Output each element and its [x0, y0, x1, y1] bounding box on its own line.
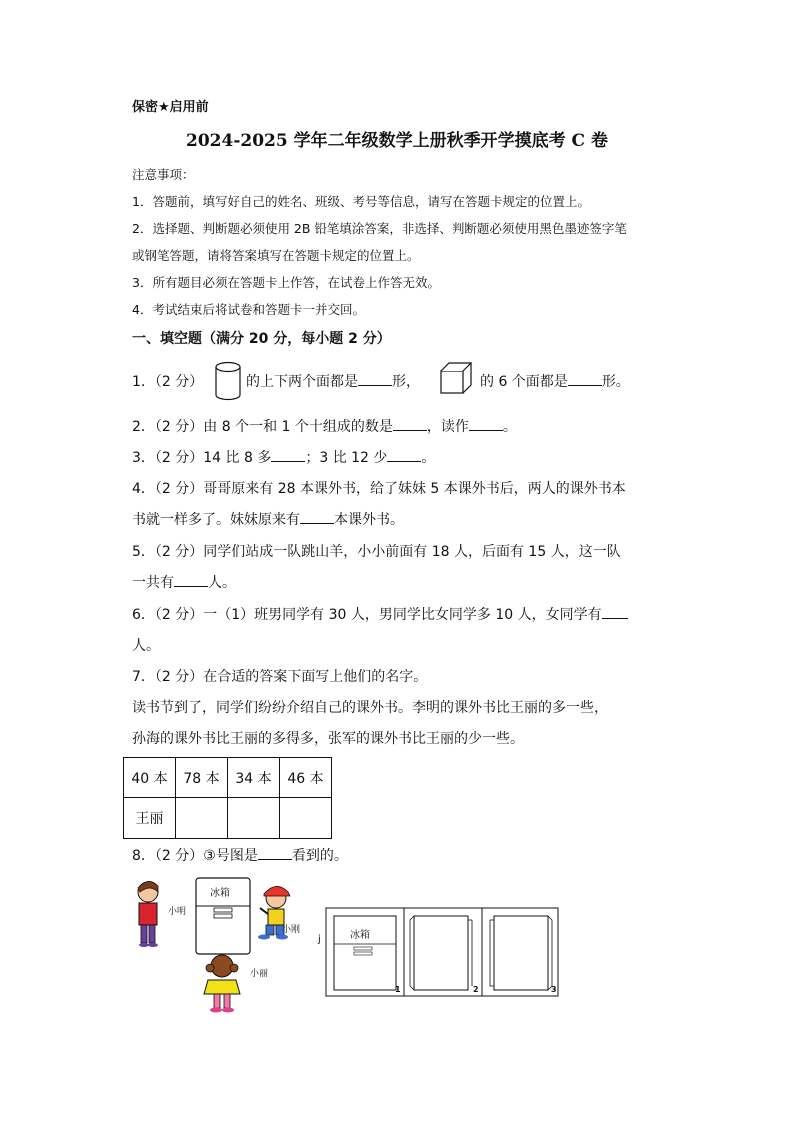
q1-text: 的上下两个面都是 形， — [246, 371, 420, 391]
answer-blank[interactable] — [258, 845, 292, 860]
question-6-line1: 6．（2 分）一（1）班男同学有 30 人，男同学比女同学多 10 人，女同学有 — [132, 604, 628, 624]
fridge-label: 冰箱 — [350, 930, 370, 941]
answer-blank[interactable] — [300, 509, 334, 524]
fridge-side-view — [410, 916, 472, 990]
table-cell: 34 本 — [228, 758, 280, 798]
view-number: 3 — [551, 985, 557, 994]
table-cell-input[interactable] — [228, 798, 280, 839]
table-cell: 40 本 — [124, 758, 176, 798]
fridge-scene-illustration — [130, 872, 330, 1022]
note-item: 4．考试结束后将试卷和答题卡一并交回。 — [132, 302, 365, 317]
question-4-line2: 书就一样多了。妹妹原来有 本课外书。 — [132, 509, 404, 529]
question-7-line2: 读书节到了，同学们纷纷介绍自己的课外书。李明的课外书比王丽的多一些， — [132, 700, 608, 716]
question-5-line1: 5．（2 分）同学们站成一队跳山羊，小小前面有 18 人，后面有 15 人，这一队 — [132, 544, 621, 560]
view-number: 1 — [395, 985, 401, 994]
answer-blank[interactable] — [469, 416, 503, 431]
fridge-icon — [196, 878, 250, 954]
question-3: 3．（2 分）14 比 8 多 ；3 比 12 少 。 — [132, 447, 435, 467]
secret-mark: 保密★启用前 — [132, 100, 209, 115]
name-label: 小丽 — [250, 969, 269, 979]
fridge-front-view — [334, 916, 396, 990]
question-5-line2: 一共有 人。 — [132, 572, 236, 592]
note-item: 1．答题前，填写好自己的姓名、班级、考号等信息，请写在答题卡规定的位置上。 — [132, 194, 590, 209]
answer-blank[interactable] — [568, 371, 602, 386]
girl-xiaoli-figure — [204, 955, 240, 1013]
question-4-line1: 4．（2 分）哥哥原来有 28 本课外书，给了妹妹 5 本课外书后，两人的课外书本 — [132, 481, 626, 497]
page-title: 2024-2025 学年二年级数学上册秋季开学摸底考 C 卷 — [186, 131, 608, 151]
answer-blank[interactable] — [602, 604, 628, 619]
cylinder-icon — [214, 361, 242, 401]
note-item: 2．选择题、判断题必须使用 2B 铅笔填涂答案，非选择、判断题必须使用黑色墨迹签字笔 — [132, 221, 627, 236]
table-cell: 46 本 — [280, 758, 332, 798]
table-cell: 王丽 — [124, 798, 176, 839]
notes-heading: 注意事项： — [132, 167, 195, 182]
name-label: 小明 — [168, 907, 187, 917]
table-row — [124, 758, 332, 798]
answer-blank[interactable] — [387, 447, 421, 462]
question-8: 8．（2 分）③号图是 看到的。 — [132, 845, 348, 865]
answer-table — [123, 757, 332, 839]
table-cell-input[interactable] — [280, 798, 332, 839]
answer-blank[interactable] — [174, 572, 208, 587]
q1-text-2: 的 6 个面都是 形。 — [480, 371, 630, 391]
fridge-side-view-2 — [490, 916, 552, 990]
cube-icon — [440, 362, 472, 396]
q1-prefix: 1．（2 分） — [132, 374, 204, 390]
answer-blank[interactable] — [393, 416, 427, 431]
note-item: 3．所有题目必须在答题卡上作答，在试卷上作答无效。 — [132, 275, 440, 290]
question-6-line2: 人。 — [132, 638, 160, 654]
question-7-line3: 孙海的课外书比王丽的多得多，张军的课外书比王丽的少一些。 — [132, 731, 524, 747]
boy-xiaoming-figure — [138, 881, 158, 947]
note-item: 或钢笔答题，请将答案填写在答题卡规定的位置上。 — [132, 248, 420, 263]
fridge-label: 冰箱 — [210, 888, 230, 899]
question-7-line1: 7．（2 分）在合适的答案下面写上他们的名字。 — [132, 669, 428, 685]
section-heading: 一、填空题（满分 20 分，每小题 2 分） — [132, 331, 391, 347]
name-label: 小刚 — [282, 925, 301, 935]
question-2: 2．（2 分）由 8 个一和 1 个十组成的数是 ，读作 。 — [132, 416, 517, 436]
view-number: 2 — [473, 985, 479, 994]
svg-text:j: j — [318, 934, 321, 945]
answer-blank[interactable] — [358, 371, 392, 386]
table-cell: 78 本 — [176, 758, 228, 798]
fridge-views-illustration — [318, 906, 562, 998]
answer-blank[interactable] — [271, 447, 305, 462]
table-cell-input[interactable] — [176, 798, 228, 839]
table-row — [124, 798, 332, 839]
